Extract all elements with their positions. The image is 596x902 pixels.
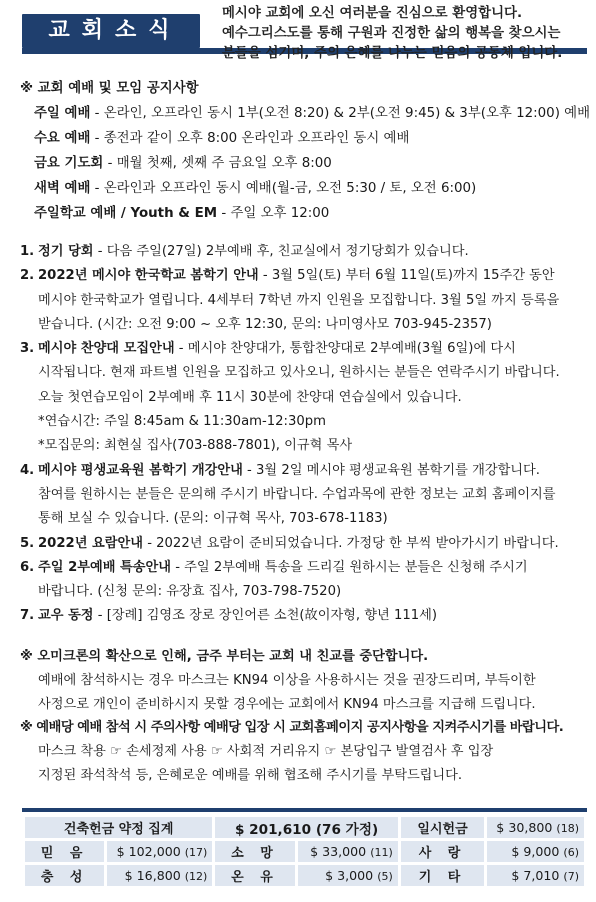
- service-detail: - 온라인과 오프라인 동시 예배(월-금, 오전 5:30 / 토, 오전 6:00): [90, 181, 477, 196]
- item-number: 5.: [20, 535, 35, 551]
- item-title: 메시야 찬양대 모집안내: [38, 341, 175, 357]
- building-fund-label: 건축헌금 약정 집계: [25, 817, 212, 838]
- service-detail: - 종전과 같이 오후 8:00 온라인과 오프라인 동시 예배: [90, 131, 410, 146]
- item-text: *모집문의: 최현실 집사(703-888-7801), 이규혁 목사: [38, 438, 353, 454]
- item-text: *연습시간: 주일 8:45am & 11:30am-12:30pm: [38, 414, 326, 430]
- welcome-line: 메시야 교회에 오신 여러분을 진심으로 환영합니다.: [222, 6, 523, 21]
- service-row: [20, 101, 590, 126]
- announcement-item: [20, 532, 590, 556]
- item-text: 통해 보실 수 있습니다. (문의: 이규혁 목사, 703-678-1183): [38, 511, 388, 527]
- service-name: 주일학교 예배 / Youth & EM: [34, 206, 218, 221]
- item-number: 2.: [20, 268, 35, 284]
- item-title: 2022년 메시야 한국학교 봄학기 안내: [38, 268, 259, 284]
- offering-amount: $ 7,010 (7): [487, 865, 584, 886]
- item-number: 7.: [20, 608, 35, 624]
- service-detail: - 매월 첫째, 셋째 주 금요일 오후 8:00: [103, 156, 332, 171]
- item-text: 오늘 첫연습모임이 2부예배 후 11시 30분에 찬양대 연습실에서 있습니다.: [38, 389, 462, 405]
- service-schedule-heading: ※ 교회 예배 및 모임 공지사항: [20, 81, 199, 96]
- item-text: 바랍니다. (신청 문의: 유장효 집사, 703-798-7520): [38, 584, 342, 600]
- item-text: 메시야 한국학교가 열립니다. 4세부터 7학년 까지 인원을 모집합니다. 3월 5일 까지 등록을: [38, 292, 560, 308]
- announcement-item: [20, 459, 590, 532]
- announcement-item: [20, 337, 590, 458]
- service-row: [20, 201, 590, 226]
- welcome-line: 분들을 섬기며, 주의 은혜를 나누는 믿음의 공동체 입니다.: [222, 46, 563, 61]
- notice-heading: ※ 오미크론의 확산으로 인해, 금주 부터는 교회 내 친교를 중단합니다.: [20, 649, 429, 664]
- service-row: [20, 151, 590, 176]
- notice-text: 사정으로 개인이 준비하시지 못할 경우에는 교회에서 KN94 마스크를 지급해 드립니다.: [38, 696, 536, 712]
- item-title: 메시야 평생교육원 봄학기 개강안내: [38, 462, 243, 478]
- offering-label: 충 성: [25, 865, 104, 886]
- item-title: 교우 동정: [38, 608, 94, 624]
- service-name: 새벽 예배: [34, 181, 91, 196]
- item-text: 참여를 원하시는 분들은 문의해 주시기 바랍니다. 수업과목에 관한 정보는 교회 홈페이지를: [38, 486, 556, 502]
- offering-label: 온 유: [215, 865, 294, 886]
- offering-amount: $ 16,800 (12): [107, 865, 212, 886]
- offering-label: 사 랑: [401, 841, 484, 862]
- table-row: [25, 841, 584, 862]
- item-text: 시작됩니다. 현재 파트별 인원을 모집하고 있사오니, 원하시는 분들은 연락주시기 바랍니다.: [38, 365, 560, 381]
- announcement-item: [20, 556, 590, 605]
- item-number: 6.: [20, 559, 35, 575]
- item-title: 주일 2부예배 특송안내: [38, 559, 172, 575]
- building-fund-total: $ 201,610 (76 가정): [215, 817, 397, 838]
- item-text: 받습니다. (시간: 오전 9:00 ~ 오후 12:30, 문의: 나미영사모 703-945-2357): [38, 316, 492, 332]
- announcement-list: [20, 240, 590, 629]
- offering-amount: $ 33,000 (11): [298, 841, 398, 862]
- table-row: [25, 817, 584, 838]
- item-title: 2022년 요람안내: [38, 535, 143, 551]
- welcome-line: 예수그리스도를 통해 구원과 진정한 삶의 행복을 찾으시는: [222, 26, 561, 41]
- item-text: - 3월 2일 메시야 평생교육원 봄학기를 개강합니다.: [242, 462, 540, 478]
- covid-notice: [20, 645, 592, 788]
- item-text: - 3월 5일(토) 부터 6월 11일(토)까지 15주간 동안: [258, 268, 555, 284]
- item-number: 3.: [20, 341, 35, 357]
- announcement-item: [20, 240, 590, 264]
- offering-table: [22, 814, 587, 889]
- offering-amount: $ 3,000 (5): [298, 865, 398, 886]
- service-name: 금요 기도회: [34, 156, 104, 171]
- header: [0, 0, 596, 66]
- notice-text: 예배에 참석하시는 경우 마스크는 KN94 이상을 사용하시는 것을 권장드리며, 부득이한: [38, 672, 536, 688]
- service-name: 수요 예배: [34, 131, 91, 146]
- offering-label: 믿 음: [25, 841, 104, 862]
- offering-amount: $ 9,000 (6): [487, 841, 584, 862]
- item-number: 1.: [20, 244, 35, 259]
- item-text: - [장례] 김영조 장로 장인어른 소천(故이자형, 향년 111세): [93, 608, 438, 624]
- item-title: 정기 당회: [38, 244, 94, 259]
- offering-label: 일시헌금: [401, 817, 484, 838]
- item-text: - 주일 2부예배 특송을 드리길 원하시는 분들은 신청해 주시기: [171, 559, 528, 575]
- offering-label: 소 망: [215, 841, 294, 862]
- offering-label: 기 타: [401, 865, 484, 886]
- notice-text: 마스크 착용 ☞ 손세정제 사용 ☞ 사회적 거리유지 ☞ 본당입구 발열검사 후 입장: [38, 744, 494, 760]
- announcement-item: [20, 264, 590, 337]
- offering-amount: $ 102,000 (17): [107, 841, 212, 862]
- notice-text: 지정된 좌석착석 등, 은혜로운 예배를 위해 협조해 주시기를 부탁드립니다.: [38, 767, 463, 783]
- item-text: - 다음 주일(27일) 2부예배 후, 친교실에서 정기당회가 있습니다.: [93, 244, 469, 259]
- item-text: - 2022년 요람이 준비되었습니다. 가정당 한 부씩 받아가시기 바랍니다.: [143, 535, 559, 551]
- service-name: 주일 예배: [34, 106, 91, 121]
- table-row: [25, 865, 584, 886]
- announcement-item: [20, 604, 590, 628]
- page-title: 교회소식: [22, 14, 200, 48]
- welcome-message: [222, 4, 590, 64]
- offering-amount: $ 30,800 (18): [487, 817, 584, 838]
- service-schedule: [20, 76, 590, 226]
- service-row: [20, 126, 590, 151]
- service-detail: - 온라인, 오프라인 동시 1부(오전 8:20) & 2부(오전 9:45) & 3부(오후 12:00) 예배: [90, 106, 591, 121]
- item-number: 4.: [20, 462, 35, 478]
- notice-heading: ※ 예배당 예배 참석 시 주의사항 예배당 입장 시 교회홈페이지 공지사항을 지켜주시기를 바랍니다.: [20, 720, 564, 736]
- service-detail: - 주일 오후 12:00: [217, 206, 330, 221]
- service-row: [20, 176, 590, 201]
- item-text: - 메시야 찬양대가, 통합찬양대로 2부예배(3월 6일)에 다시: [174, 341, 516, 357]
- offering-divider: [22, 808, 587, 812]
